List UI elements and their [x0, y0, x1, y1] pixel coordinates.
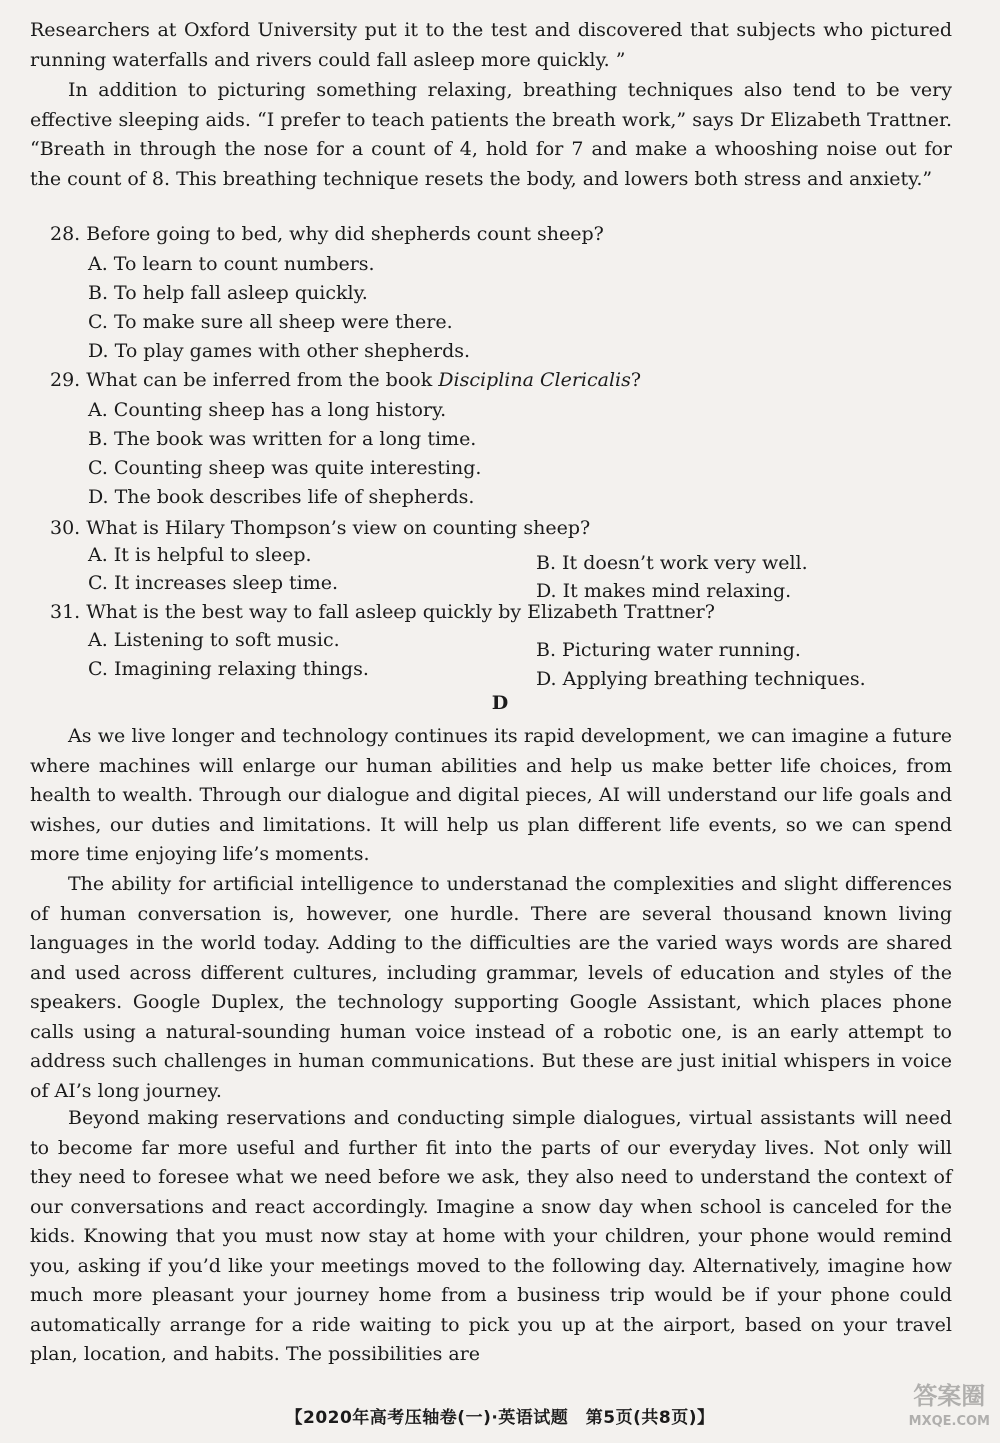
watermark-sub: MXQE.COM	[908, 1414, 990, 1429]
question-29-option-b: B. The book was written for a long time.	[88, 428, 477, 450]
question-28-option-a: A. To learn to count numbers.	[88, 253, 375, 275]
question-30-option-a: A. It is helpful to sleep.	[88, 544, 312, 566]
question-28-option-c: C. To make sure all sheep were there.	[88, 311, 453, 333]
section-d-paragraph-2: The ability for artificial intelligence to understanad the complexities and slight differences of human conversation is, however, one hurdle. There are several thousand known living languages in the world today. Adding to the difficulties are the varied ways words are shared and used across different cultures, including grammar, levels of education and styles of the speakers. Google Duplex, the technology supporting Google Assistant, which places phone calls using a natural-sounding human voice instead of a robotic one, is an early attempt to address such challenges in human communications. But these are just initial whispers in voice of AI’s long journey.	[30, 873, 952, 1102]
question-30-option-d: D. It makes mind relaxing.	[536, 580, 792, 602]
passage-c-paragraph-2: In addition to picturing something relaxing, breathing techniques also tend to be very effective sleeping aids. “I prefer to teach patients the breath work,” says Dr Elizabeth Trattner. “Breath in through the nose for a count of 4, hold for 7 and make a whooshing noise out for the count of 8. This breathing technique resets the body, and lowers both stress and anxiety.”	[30, 79, 952, 190]
question-30-stem: 30. What is Hilary Thompson’s view on counting sheep?	[50, 517, 591, 539]
question-29-option-c: C. Counting sheep was quite interesting.	[88, 457, 482, 479]
section-d-paragraph-3: Beyond making reservations and conducting simple dialogues, virtual assistants will need to become far more useful and further fit into the parts of our everyday lives. Not only will they need to foresee what we need before we ask, they also need to understand the context of our conversations and react accordingly. Imagine a snow day when school is canceled for the kids. Knowing that you must now stay at home with your children, your phone would remind you, asking if you’d like your meetings moved to the following day. Alternatively, imagine how much more pleasant your journey home from a business trip would be if your phone could automatically arrange for a ride waiting to pick you up at the airport, based on your travel plan, location, and habits. The possibilities are	[30, 1107, 952, 1365]
page-footer: 【2020年高考压轴卷(一)·英语试题 第5页(共8页)】	[285, 1408, 715, 1428]
question-31-option-d: D. Applying breathing techniques.	[536, 668, 866, 690]
passage-c-paragraph-1: Researchers at Oxford University put it to the test and discovered that subjects who pictured running waterfalls and rivers could fall asleep more quickly. ”	[30, 19, 952, 71]
question-29-stem	[50, 366, 950, 395]
question-31-option-c: C. Imagining relaxing things.	[88, 658, 369, 680]
question-31-option-a: A. Listening to soft music.	[88, 629, 340, 651]
book-title: Disciplina Clericalis	[438, 369, 631, 391]
question-29-stem-text: 29. What can be inferred from the book	[50, 369, 439, 391]
question-31-option-b: B. Picturing water running.	[536, 639, 801, 661]
section-d-paragraph-1: As we live longer and technology continues its rapid development, we can imagine a future where machines will enlarge our human abilities and help us make better life choices, from health to wealth. Through our dialogue and digital pieces, AI will understand our life goals and wishes, our duties and limitations. It will help us plan different life events, so we can spend more time enjoying life’s moments.	[30, 725, 952, 865]
question-30-option-b: B. It doesn’t work very well.	[536, 552, 808, 574]
section-d-heading: D	[491, 692, 509, 714]
watermark-main: 答案圈	[913, 1382, 986, 1410]
watermark-logo	[909, 1383, 990, 1435]
question-31-stem: 31. What is the best way to fall asleep quickly by Elizabeth Trattner?	[50, 601, 715, 623]
question-29-option-a: A. Counting sheep has a long history.	[88, 399, 447, 421]
question-28-stem: 28. Before going to bed, why did shepherds count sheep?	[50, 223, 604, 245]
question-29-stem-end: ?	[630, 369, 642, 391]
question-29-option-d: D. The book describes life of shepherds.	[88, 486, 475, 508]
question-28-option-d: D. To play games with other shepherds.	[88, 340, 471, 362]
question-30-option-c: C. It increases sleep time.	[88, 572, 339, 594]
question-28-option-b: B. To help fall asleep quickly.	[88, 282, 368, 304]
